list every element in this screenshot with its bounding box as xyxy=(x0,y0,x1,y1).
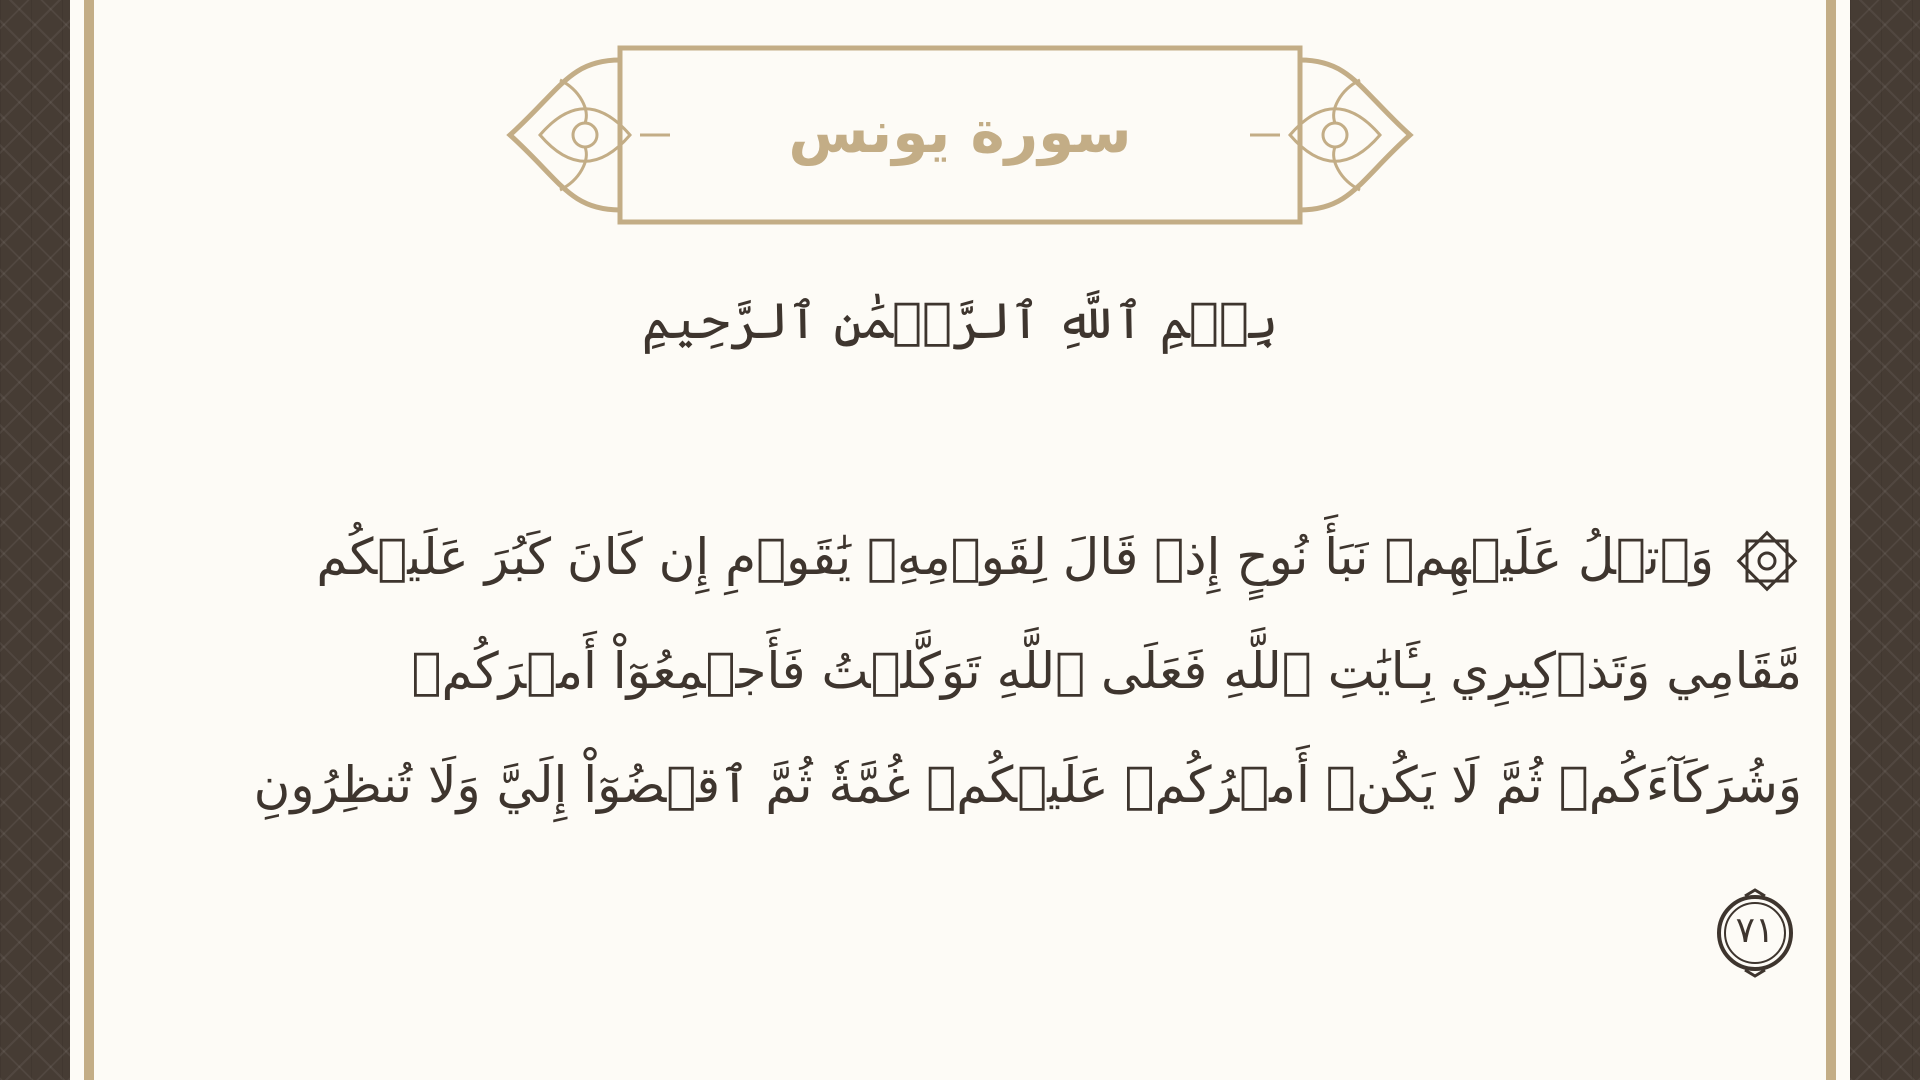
ayah-end-marker xyxy=(1710,888,1800,978)
right-ornamental-border xyxy=(1850,0,1920,1080)
verse-line-1: وَٱتۡلُ عَلَيۡهِمۡ نَبَأَ نُوحٍ إِذۡ قَالَ لِقَوۡمِهِۦ يَٰقَوۡمِ إِن كَانَ كَبُرَ عَلَيۡكُم xyxy=(316,528,1714,586)
verse-line-2: مَّقَامِي وَتَذۡكِيرِي بِـَٔايَٰتِ ٱللَّهِ فَعَلَى ٱللَّهِ تَوَكَّلۡتُ فَأَجۡمِعُوٓاْ أَمۡرَكُمۡ xyxy=(411,642,1802,700)
surah-title: سورة يونس xyxy=(788,98,1132,166)
verse-text xyxy=(180,500,1802,842)
rub-el-hizb-icon xyxy=(1732,526,1802,596)
ayah-number: ٧١ xyxy=(1735,910,1775,951)
left-gold-rule xyxy=(84,0,94,1080)
basmala: بِسۡمِ ٱللَّهِ ٱلرَّحۡمَٰنِ ٱلرَّحِيمِ xyxy=(641,292,1279,350)
right-gold-rule xyxy=(1826,0,1836,1080)
left-ornamental-border xyxy=(0,0,70,1080)
surah-header-frame xyxy=(500,40,1420,230)
verse-line xyxy=(180,500,1802,614)
verse-line-3: وَشُرَكَآءَكُمۡ ثُمَّ لَا يَكُنۡ أَمۡرُكُمۡ عَلَيۡكُمۡ غُمَّةٗ ثُمَّ ٱقۡضُوٓاْ إِلَيَّ وَلَا تُنظِرُونِ xyxy=(253,756,1802,814)
